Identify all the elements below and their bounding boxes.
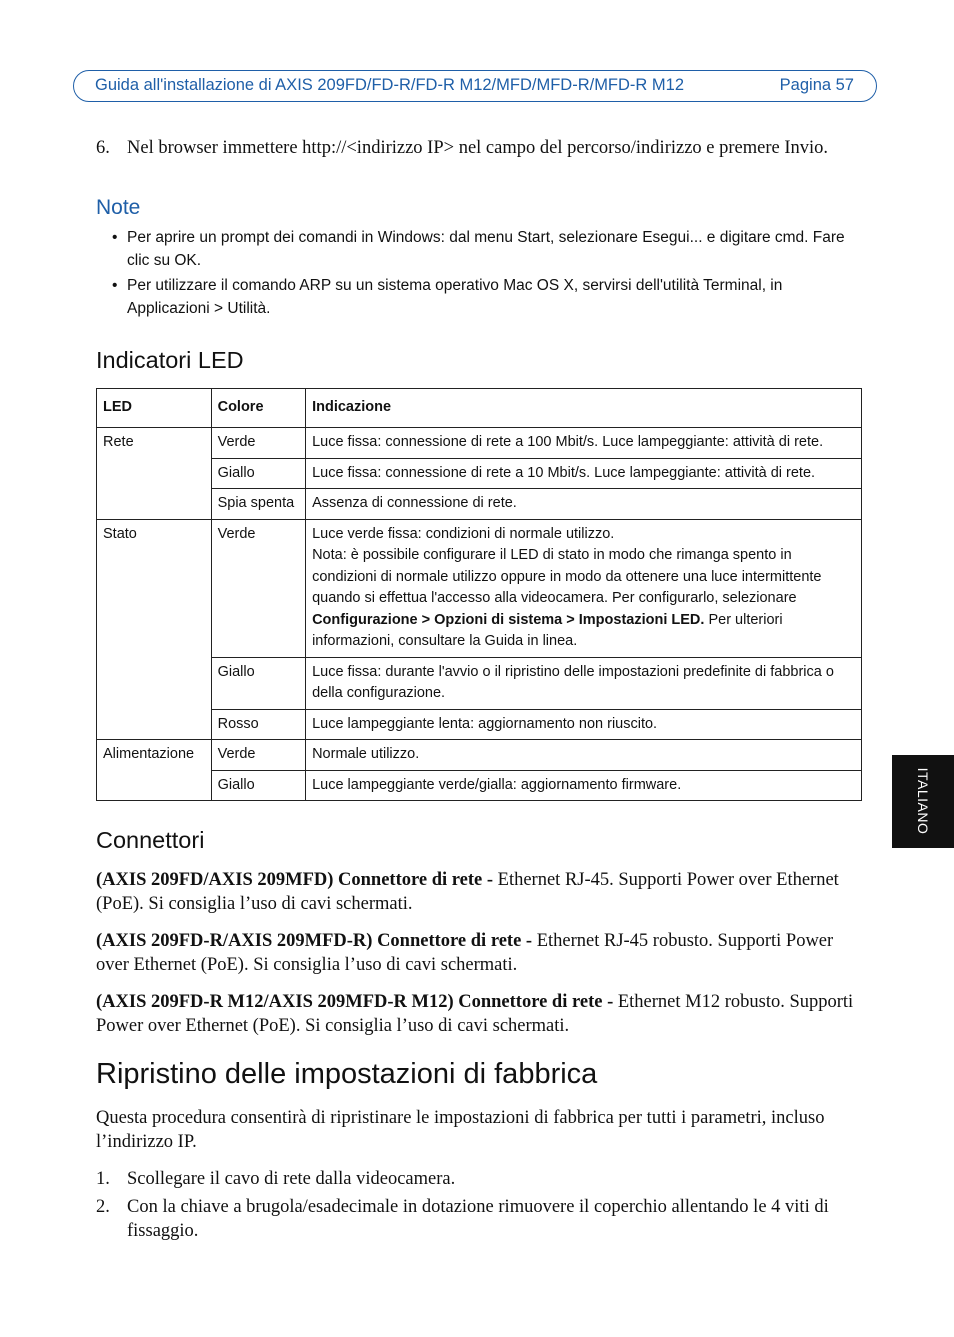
step-text: Scollegare il cavo di rete dalla videocamera. bbox=[127, 1169, 456, 1189]
led-name-cell: Rete bbox=[97, 428, 212, 520]
indication-cell bbox=[306, 519, 862, 657]
step-text: Nel browser immettere http://<indirizzo IP> nel campo del percorso/indirizzo e premere Invio. bbox=[127, 138, 829, 158]
column-header: Colore bbox=[211, 389, 305, 428]
language-label: ITALIANO bbox=[915, 767, 931, 835]
color-cell: Spia spenta bbox=[211, 489, 305, 520]
header-title: Guida all'installazione di AXIS 209FD/FD-R/FD-R M12/MFD/MFD-R/MFD-R M12 bbox=[95, 76, 685, 94]
color-cell: Giallo bbox=[211, 770, 305, 801]
table-row bbox=[97, 428, 862, 459]
table-row bbox=[97, 458, 862, 489]
color-cell: Verde bbox=[211, 519, 305, 657]
led-table bbox=[96, 388, 862, 801]
indication-note: Nota: è possibile configurare il LED di stato in modo che rimanga spento in condizioni di normale utilizzo oppure in modo da ottenere una luce intermittente quando si effettua l'accesso alla videocamera. Per configurarlo, selezionare bbox=[312, 547, 822, 606]
indication-cell: Luce fissa: durante l'avvio o il ripristino delle impostazioni predefinite di fabbrica o della configurazione. bbox=[306, 657, 862, 709]
connector-title: (AXIS 209FD-R/AXIS 209MFD-R) Connettore di rete - bbox=[96, 931, 533, 951]
connectors-heading: Connettori bbox=[96, 827, 205, 853]
color-cell: Giallo bbox=[211, 657, 305, 709]
column-header: LED bbox=[97, 389, 212, 428]
led-section-heading: Indicatori LED bbox=[96, 347, 244, 373]
table-row bbox=[97, 519, 862, 657]
bullet-icon: • bbox=[112, 277, 118, 294]
step-text: Con la chiave a brugola/esadecimale in dotazione rimuovere il coperchio allentando le 4 viti di fissaggio. bbox=[127, 1197, 829, 1241]
note-title: Note bbox=[96, 196, 141, 219]
connector-text: Ethernet M12 robusto. Supporti Power over Ethernet (PoE). Si consiglia l’uso di cavi schermati. bbox=[96, 992, 854, 1036]
indication-note-end: Per ulteriori informazioni, consultare la Guida in linea. bbox=[312, 611, 783, 649]
indication-cell: Normale utilizzo. bbox=[306, 740, 862, 771]
table-row bbox=[97, 657, 862, 709]
note-bullet-text: Per utilizzare il comando ARP su un sistema operativo Mac OS X, servirsi dell'utilità Terminal, in Applicazioni > Utilità. bbox=[127, 277, 783, 317]
connector-title: (AXIS 209FD-R M12/AXIS 209MFD-R M12) Connettore di rete - bbox=[96, 992, 614, 1012]
connector-text: Ethernet RJ-45 robusto. Supporti Power over Ethernet (PoE). Si consiglia l’uso di cavi schermati. bbox=[96, 931, 834, 975]
step-number: 1. bbox=[96, 1169, 110, 1189]
language-side-tab bbox=[892, 755, 954, 848]
color-cell: Giallo bbox=[211, 458, 305, 489]
header-page-number: Pagina 57 bbox=[779, 76, 854, 94]
indication-line: Luce verde fissa: condizioni di normale utilizzo. bbox=[312, 525, 615, 542]
indication-cell: Luce lampeggiante lenta: aggiornamento non riuscito. bbox=[306, 709, 862, 740]
connector-paragraph bbox=[96, 990, 856, 1038]
table-row bbox=[97, 770, 862, 801]
step-number: 2. bbox=[96, 1197, 110, 1217]
step-number: 6. bbox=[96, 138, 110, 158]
led-name-cell: Stato bbox=[97, 519, 212, 740]
reset-intro: Questa procedura consentirà di ripristinare le impostazioni di fabbrica per tutti i parametri, incluso l’indirizzo IP. bbox=[96, 1108, 825, 1152]
indication-cell: Assenza di connessione di rete. bbox=[306, 489, 862, 520]
table-row bbox=[97, 709, 862, 740]
note-bullet bbox=[112, 226, 857, 272]
note-bullet bbox=[112, 274, 857, 320]
bullet-icon: • bbox=[112, 229, 118, 246]
page-header bbox=[73, 70, 877, 102]
connector-text: Ethernet RJ-45. Supporti Power over Ethernet (PoE). Si consiglia l’uso di cavi schermati. bbox=[96, 870, 839, 914]
connector-paragraph bbox=[96, 868, 856, 916]
reset-heading: Ripristino delle impostazioni di fabbrica bbox=[96, 1058, 598, 1090]
connector-title: (AXIS 209FD/AXIS 209MFD) Connettore di rete - bbox=[96, 870, 494, 890]
color-cell: Verde bbox=[211, 428, 305, 459]
note-bullets bbox=[112, 226, 857, 322]
connector-paragraph bbox=[96, 929, 856, 977]
table-row bbox=[97, 740, 862, 771]
led-name-cell: Alimentazione bbox=[97, 740, 212, 801]
color-cell: Verde bbox=[211, 740, 305, 771]
indication-menu-path: Configurazione > Opzioni di sistema > Impostazioni LED. bbox=[312, 611, 705, 628]
note-bullet-text: Per aprire un prompt dei comandi in Windows: dal menu Start, selezionare Esegui... e digitare cmd. Fare clic su OK. bbox=[127, 229, 845, 269]
table-row bbox=[97, 489, 862, 520]
color-cell: Rosso bbox=[211, 709, 305, 740]
column-header: Indicazione bbox=[306, 389, 862, 428]
indication-cell: Luce lampeggiante verde/gialla: aggiornamento firmware. bbox=[306, 770, 862, 801]
indication-cell: Luce fissa: connessione di rete a 10 Mbit/s. Luce lampeggiante: attività di rete. bbox=[306, 458, 862, 489]
table-header-row bbox=[97, 389, 862, 428]
indication-cell: Luce fissa: connessione di rete a 100 Mbit/s. Luce lampeggiante: attività di rete. bbox=[306, 428, 862, 459]
